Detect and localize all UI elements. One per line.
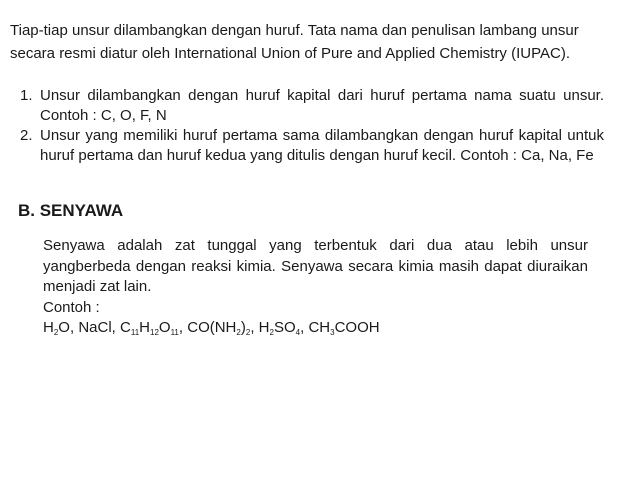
formula-subscript: 2 bbox=[245, 328, 251, 337]
formula-text: O bbox=[58, 319, 70, 336]
formula-separator: , bbox=[178, 319, 188, 336]
intro-paragraph: Tiap-tiap unsur dilambangkan dengan huruf. Tata nama dan penulisan lambang unsur secara resmi diatur oleh International Union of Pure and Applied Chemistry (IUPAC). bbox=[10, 22, 579, 62]
formula-text: H bbox=[43, 319, 54, 336]
formula-text: C bbox=[120, 319, 131, 336]
formula-text: CO(NH bbox=[187, 319, 237, 336]
formula-text: SO bbox=[273, 319, 296, 336]
formula-text: H bbox=[258, 319, 270, 336]
formula-subscript: 11 bbox=[170, 328, 179, 337]
formula-subscript: 2 bbox=[269, 328, 274, 337]
formula-separator: , bbox=[300, 319, 309, 336]
chemical-formula bbox=[43, 319, 70, 336]
formula-text: CH bbox=[308, 319, 331, 336]
naming-rules-list bbox=[20, 86, 604, 166]
example-label: Contoh : bbox=[43, 298, 100, 316]
formula-list bbox=[43, 318, 588, 339]
formula-subscript: 3 bbox=[330, 328, 335, 337]
formula-subscript: 4 bbox=[295, 328, 301, 337]
formula-text: O bbox=[158, 319, 171, 336]
rule-item-1 bbox=[20, 86, 604, 126]
chemical-formula bbox=[120, 319, 179, 336]
formula-text: ) bbox=[240, 319, 246, 336]
section-title-senyawa: B. SENYAWA bbox=[18, 201, 124, 220]
formula-text: H bbox=[139, 319, 150, 336]
formula-text: COOH bbox=[334, 319, 380, 336]
formula-subscript: 2 bbox=[53, 328, 59, 337]
formula-separator: , bbox=[250, 319, 259, 336]
formula-text: NaCl bbox=[78, 319, 112, 336]
chemical-formula bbox=[78, 319, 111, 336]
rule-number: 2. bbox=[20, 127, 33, 144]
formula-separator: , bbox=[69, 319, 79, 336]
chemical-formula bbox=[187, 319, 250, 336]
senyawa-body bbox=[43, 236, 588, 339]
rule-text: Unsur dilambangkan dengan huruf kapital dari huruf pertama nama suatu unsur. Contoh : C, O, F, N bbox=[40, 87, 604, 124]
senyawa-definition: Senyawa adalah zat tunggal yang terbentuk dari dua atau lebih unsur yangberbeda dengan reaksi kimia. Senyawa secara kimia masih dapat diuraikan menjadi zat lain. bbox=[43, 237, 588, 295]
formula-subscript: 11 bbox=[130, 328, 140, 337]
chemical-formula bbox=[308, 319, 379, 336]
rule-item-2 bbox=[20, 126, 604, 166]
rule-text: Unsur yang memiliki huruf pertama sama dilambangkan dengan huruf kapital untuk huruf pertama dan huruf kedua yang ditulis dengan huruf kecil. Contoh : Ca, Na, Fe bbox=[40, 127, 604, 164]
rule-number: 1. bbox=[20, 87, 33, 104]
formula-subscript: 12 bbox=[150, 328, 159, 337]
formula-subscript: 2 bbox=[236, 328, 241, 337]
formula-separator: , bbox=[111, 319, 120, 336]
chemical-formula bbox=[259, 319, 300, 336]
